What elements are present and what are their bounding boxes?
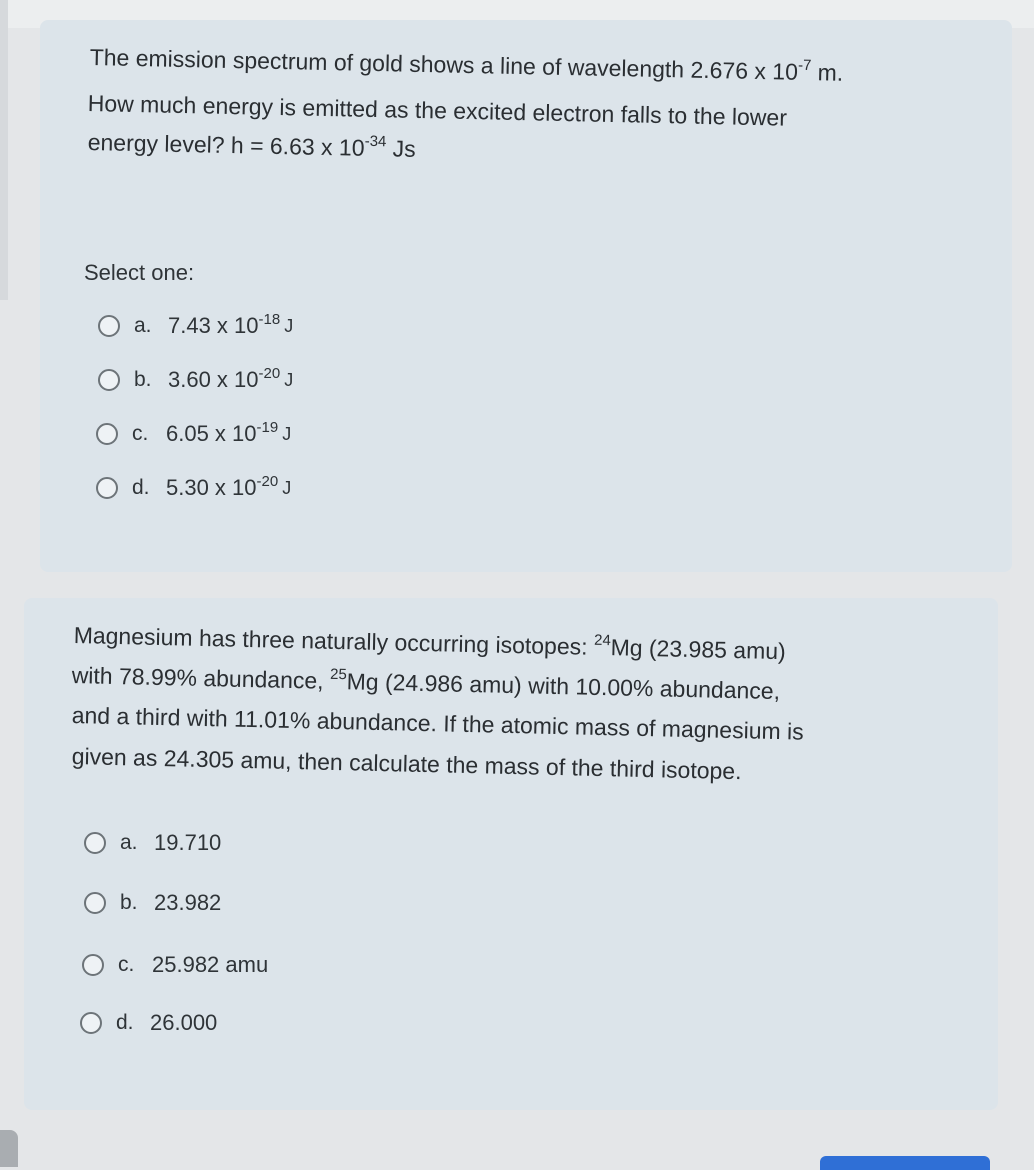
- option-letter: c.: [118, 953, 135, 976]
- option-value: 6.05 x $10^{-19}$: [166, 419, 279, 446]
- q2-option-a[interactable]: [84, 830, 221, 856]
- q1-radio-d[interactable]: [96, 477, 118, 499]
- q2-option-c[interactable]: [82, 952, 268, 978]
- option-value: 25.982 amu: [152, 952, 269, 977]
- q2-text-line-1: Magnesium has three naturally occurring isotopes: $^{24}$Mg (23.985 amu): [73, 622, 787, 665]
- q1-text-line-1: The emission spectrum of gold shows a line of wavelength 2.676 x $10^{-7}$ m.: [89, 44, 844, 86]
- q2-radio-c[interactable]: [82, 954, 104, 976]
- q1-option-d[interactable]: [96, 475, 291, 501]
- q1-option-b[interactable]: [98, 367, 293, 393]
- option-value: 26.000: [150, 1010, 218, 1035]
- q2-radio-d[interactable]: [80, 1012, 102, 1034]
- option-value: 19.710: [154, 830, 222, 855]
- option-unit: J: [282, 477, 292, 498]
- q2-option-b[interactable]: [84, 890, 221, 916]
- option-value: 5.30 x $10^{-20}$: [166, 473, 279, 500]
- option-letter: b.: [120, 891, 138, 914]
- option-letter: d.: [132, 476, 150, 499]
- q2-text-line-3: and a third with 11.01% abundance. If the atomic mass of magnesium is: [71, 702, 804, 745]
- bottom-action-button[interactable]: [820, 1156, 990, 1170]
- select-one-label: Select one:: [84, 260, 195, 285]
- option-letter: a.: [134, 314, 152, 337]
- q2-text-line-4: given as 24.305 amu, then calculate the mass of the third isotope.: [71, 743, 742, 785]
- q1-text-line-3: energy level? h = 6.63 x $10^{-34}$ Js: [87, 129, 416, 162]
- option-letter: d.: [116, 1011, 134, 1034]
- option-letter: c.: [132, 422, 149, 445]
- q2-option-d[interactable]: [80, 1010, 217, 1036]
- q1-option-c[interactable]: [96, 421, 291, 447]
- q2-text-line-2: with 78.99% abundance, $^{25}$Mg (24.986 amu) with 10.00% abundance,: [71, 662, 781, 705]
- q1-radio-b[interactable]: [98, 369, 120, 391]
- option-unit: J: [284, 369, 294, 390]
- option-value: 23.982: [154, 890, 222, 915]
- q1-option-a[interactable]: [98, 313, 293, 339]
- q1-text-line-2: How much energy is emitted as the excited electron falls to the lower: [87, 90, 788, 131]
- q2-radio-b[interactable]: [84, 892, 106, 914]
- option-unit: J: [282, 423, 292, 444]
- option-letter: b.: [134, 368, 152, 391]
- bottom-left-edge: [0, 1130, 18, 1167]
- q1-radio-a[interactable]: [98, 315, 120, 337]
- left-edge-strip: [0, 0, 8, 300]
- option-unit: J: [284, 315, 294, 336]
- option-letter: a.: [120, 831, 138, 854]
- q1-radio-c[interactable]: [96, 423, 118, 445]
- option-value: 3.60 x $10^{-20}$: [168, 365, 281, 392]
- option-value: 7.43 x $10^{-18}$: [168, 311, 281, 338]
- q2-radio-a[interactable]: [84, 832, 106, 854]
